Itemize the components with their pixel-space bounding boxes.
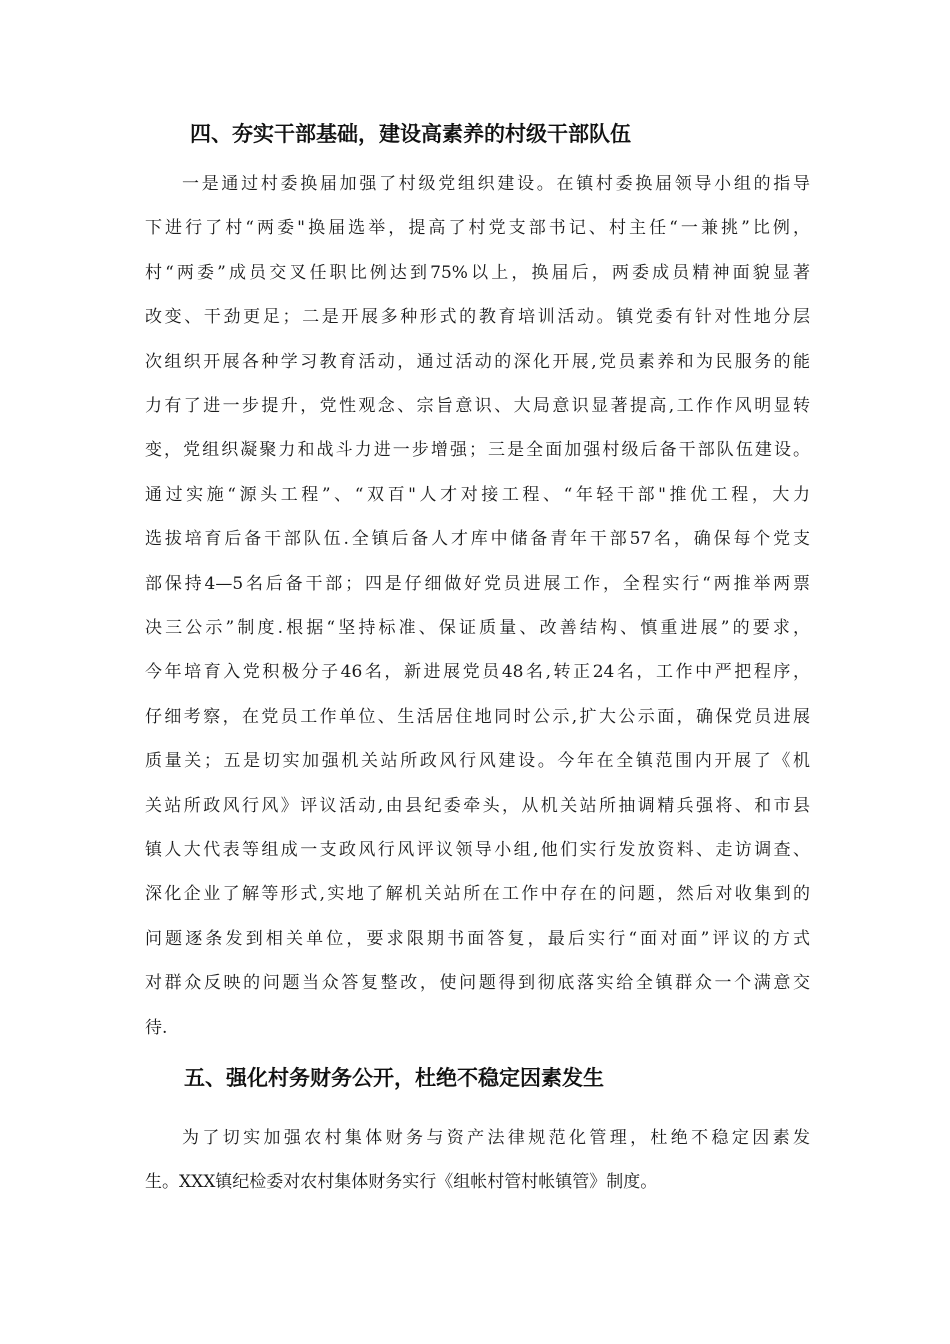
- paragraph-line: 待.: [145, 1018, 168, 1038]
- paragraph-line: 对群众反映的问题当众答复整改，使问题得到彻底落实给全镇群众一个满意交: [145, 973, 810, 993]
- paragraph-line: 今年培育入党积极分子46名，新进展党员48名,转正24名，工作中严把程序，: [145, 662, 810, 682]
- paragraph-line: 次组织开展各种学习教育活动，通过活动的深化开展,党员素养和为民服务的能: [145, 352, 810, 372]
- paragraph-line: 下进行了村“两委"换届选举，提高了村党支部书记、村主任“一兼挑”比例，: [145, 218, 810, 238]
- paragraph-line: 变，党组织凝聚力和战斗力进一步增强；三是全面加强村级后备干部队伍建设。: [145, 440, 810, 460]
- paragraph-line: 村“两委”成员交叉任职比例达到75%以上，换届后，两委成员精神面貌显著: [145, 263, 810, 283]
- section-heading-5: 五、强化村务财务公开，杜绝不稳定因素发生: [184, 1066, 604, 1090]
- paragraph-line: 关站所政风行风》评议活动,由县纪委牵头，从机关站所抽调精兵强将、和市县: [145, 796, 810, 816]
- paragraph-line: 问题逐条发到相关单位，要求限期书面答复，最后实行“面对面”评议的方式: [145, 929, 810, 949]
- paragraph-line: 质量关；五是切实加强机关站所政风行风建设。今年在全镇范围内开展了《机: [145, 751, 810, 771]
- paragraph-line: 深化企业了解等形式,实地了解机关站所在工作中存在的问题，然后对收集到的: [145, 884, 810, 904]
- section-heading-4: 四、夯实干部基础，建设高素养的村级干部队伍: [190, 122, 631, 146]
- paragraph-line: 力有了进一步提升，党性观念、宗旨意识、大局意识显著提高,工作作风明显转: [145, 396, 810, 416]
- paragraph-line: 为了切实加强农村集体财务与资产法律规范化管理，杜绝不稳定因素发: [182, 1128, 810, 1148]
- paragraph-line: 改变、干劲更足；二是开展多种形式的教育培训活动。镇党委有针对性地分层: [145, 307, 810, 327]
- paragraph-line: 通过实施“源头工程”、“双百"人才对接工程、“年轻干部"推优工程，大力: [145, 485, 810, 505]
- paragraph-line: 部保持4—5名后备干部；四是仔细做好党员进展工作，全程实行“两推举两票: [145, 574, 810, 594]
- paragraph-line: 决三公示”制度.根据“坚持标准、保证质量、改善结构、慎重进展”的要求，: [145, 618, 810, 638]
- paragraph-line: 选拔培育后备干部队伍.全镇后备人才库中储备青年干部57名，确保每个党支: [145, 529, 810, 549]
- paragraph-line: 一是通过村委换届加强了村级党组织建设。在镇村委换届领导小组的指导: [182, 174, 810, 194]
- paragraph-line: 仔细考察，在党员工作单位、生活居住地同时公示,扩大公示面，确保党员进展: [145, 707, 810, 727]
- paragraph-line: 镇人大代表等组成一支政风行风评议领导小组,他们实行发放资料、走访调查、: [145, 840, 810, 860]
- paragraph-line: 生。XXX镇纪检委对农村集体财务实行《组帐村管村帐镇管》制度。: [145, 1172, 658, 1192]
